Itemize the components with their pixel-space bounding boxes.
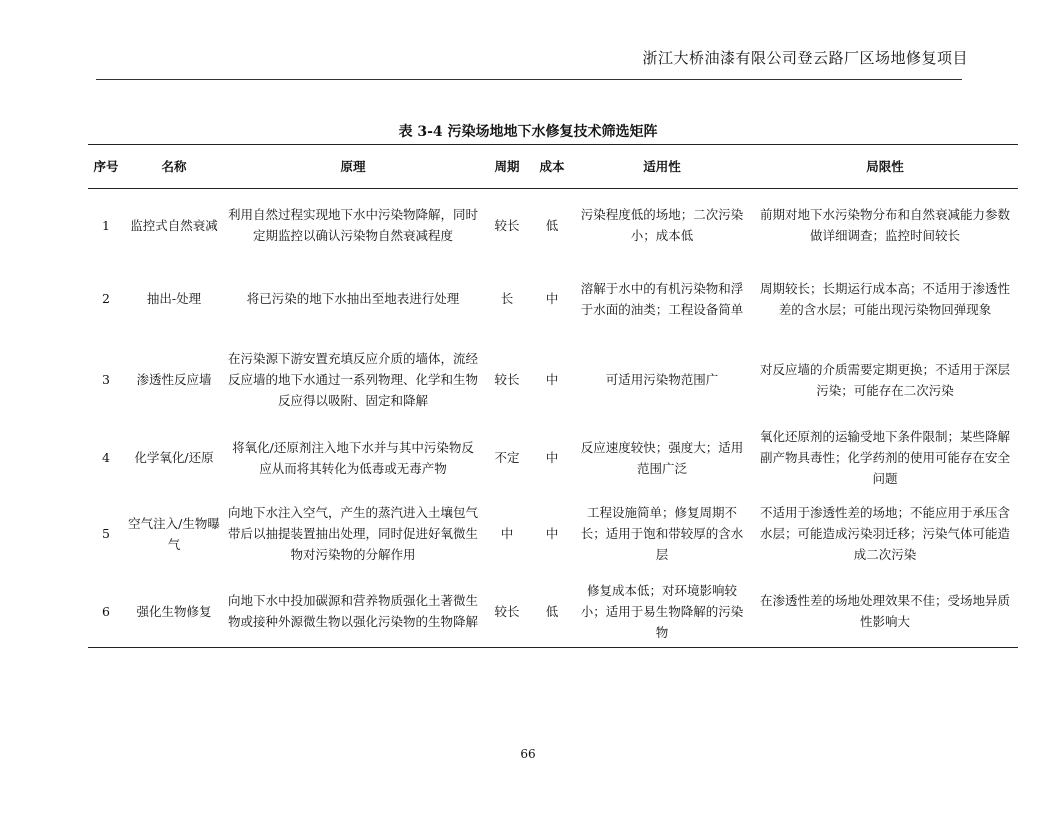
cell-name: 监控式自然衰减 xyxy=(130,217,218,233)
cell-index: 3 xyxy=(102,372,110,387)
cell-name: 强化生物修复 xyxy=(136,603,212,619)
table-row xyxy=(88,336,1018,424)
header-index: 序号 xyxy=(93,159,119,174)
cell-limitation: 对反应墙的介质需要定期更换；不适用于深层污染；可能存在二次污染 xyxy=(759,361,1010,398)
remediation-screening-table xyxy=(88,144,1018,648)
cell-limitation: 不适用于渗透性差的场地；不能应用于承压含水层；可能造成污染羽迁移；污染气体可能造成二次污染 xyxy=(759,505,1010,562)
cell-applicability: 反应速度较快；强度大；适用范围广泛 xyxy=(580,439,744,476)
cell-cost: 中 xyxy=(545,291,559,306)
table-row xyxy=(88,576,1018,648)
cell-cost: 中 xyxy=(545,450,559,465)
cell-cost: 中 xyxy=(545,526,559,541)
table-row xyxy=(88,189,1018,262)
header-principle: 原理 xyxy=(340,159,366,174)
cell-applicability: 可适用污染物范围广 xyxy=(605,372,719,387)
document-header-title: 浙江大桥油漆有限公司登云路厂区场地修复项目 xyxy=(642,49,968,67)
cell-period: 中 xyxy=(500,526,514,541)
cell-index: 5 xyxy=(102,526,110,541)
table-caption: 表 3-4 污染场地地下水修复技术筛选矩阵 xyxy=(398,124,658,140)
cell-name: 空气注入/生物曝气 xyxy=(128,515,220,552)
header-applicability: 适用性 xyxy=(643,159,681,174)
cell-limitation: 在渗透性差的场地处理效果不佳；受场地异质性影响大 xyxy=(759,593,1010,630)
cell-index: 6 xyxy=(102,603,110,619)
table-row xyxy=(88,492,1018,576)
page-number: 66 xyxy=(520,747,536,761)
cell-index: 2 xyxy=(102,291,110,306)
table-row xyxy=(88,262,1018,336)
cell-principle: 利用自然过程实现地下水中污染物降解，同时定期监控以确认污染物自然衰减程度 xyxy=(228,207,479,244)
cell-index: 4 xyxy=(102,450,110,465)
header-cost: 成本 xyxy=(539,159,565,174)
cell-applicability: 溶解于水中的有机污染物和浮于水面的油类；工程设备简单 xyxy=(580,280,744,317)
header-limitation: 局限性 xyxy=(866,159,904,174)
cell-period: 长 xyxy=(500,291,514,306)
cell-principle: 将已污染的地下水抽出至地表进行处理 xyxy=(246,291,460,306)
cell-principle: 在污染源下游安置充填反应介质的墙体，流经反应墙的地下水通过一系列物理、化学和生物反应得以吸附、固定和降解 xyxy=(228,351,479,408)
cell-applicability: 污染程度低的场地；二次污染小；成本低 xyxy=(580,207,744,244)
table-row xyxy=(88,424,1018,492)
header-period: 周期 xyxy=(494,159,520,174)
cell-principle: 将氧化/还原剂注入地下水并与其中污染物反应从而将其转化为低毒或无毒产物 xyxy=(232,439,474,476)
table-header-row xyxy=(88,145,1018,189)
cell-period: 不定 xyxy=(494,450,520,465)
cell-cost: 中 xyxy=(545,372,559,387)
cell-period: 较长 xyxy=(494,372,520,387)
cell-limitation: 周期较长；长期运行成本高；不适用于渗透性差的含水层；可能出现污染物回弹现象 xyxy=(759,280,1010,317)
header-name: 名称 xyxy=(161,159,187,174)
cell-name: 抽出-处理 xyxy=(146,291,202,306)
cell-period: 较长 xyxy=(494,603,520,619)
cell-cost: 低 xyxy=(545,217,559,233)
cell-limitation: 氧化还原剂的运输受地下条件限制；某些降解副产物具毒性；化学药剂的使用可能存在安全问题 xyxy=(759,429,1010,486)
cell-applicability: 修复成本低；对环境影响较小；适用于易生物降解的污染物 xyxy=(580,582,744,640)
cell-index: 1 xyxy=(102,217,110,233)
cell-name: 渗透性反应墙 xyxy=(136,372,212,387)
cell-period: 较长 xyxy=(494,217,520,233)
cell-principle: 向地下水注入空气，产生的蒸汽进入土壤包气带后以抽提装置抽出处理，同时促进好氧微生物对污染物的分解作用 xyxy=(228,505,479,562)
header-rule xyxy=(96,79,962,80)
cell-name: 化学氧化/还原 xyxy=(134,450,214,465)
cell-applicability: 工程设施简单；修复周期不长；适用于饱和带较厚的含水层 xyxy=(580,505,744,562)
cell-limitation: 前期对地下水污染物分布和自然衰减能力参数做详细调查；监控时间较长 xyxy=(759,207,1010,244)
cell-principle: 向地下水中投加碳源和营养物质强化土著微生物或接种外源微生物以强化污染物的生物降解 xyxy=(228,593,479,630)
cell-cost: 低 xyxy=(545,603,559,619)
